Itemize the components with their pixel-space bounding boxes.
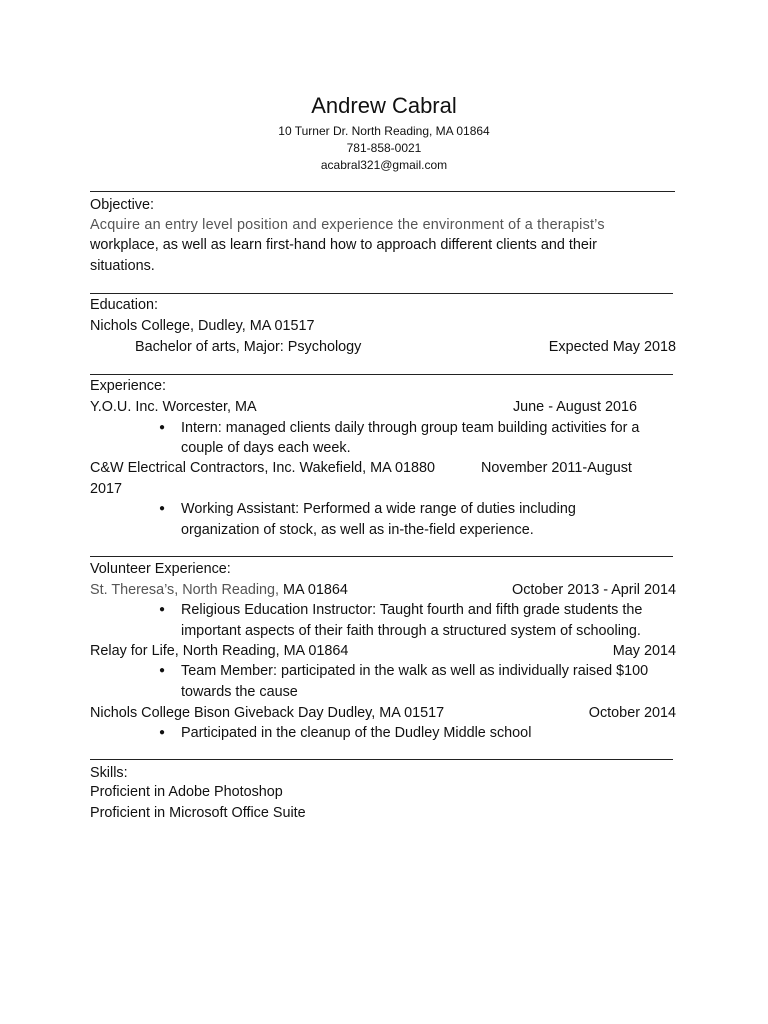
volunteer-3-title: Nichols College Bison Giveback Day Dudley, MA 01517 <box>90 705 445 721</box>
education-school: Nichols College, Dudley, MA 01517 <box>90 318 315 334</box>
skills-heading: Skills: <box>90 765 128 781</box>
volunteer-3-date: October 2014 <box>588 705 676 721</box>
divider-experience <box>90 374 673 375</box>
volunteer-2-title: Relay for Life, North Reading, MA 01864 <box>90 643 349 659</box>
volunteer-3-bullet-line-1: Participated in the cleanup of the Dudley Middle school <box>181 725 532 741</box>
job-1-title: Y.O.U. Inc. Worcester, MA <box>90 399 257 415</box>
job-2-bullet: ● <box>159 503 166 514</box>
objective-heading: Objective: <box>90 197 154 213</box>
volunteer-1-bullet: ● <box>159 604 166 615</box>
contact-address: 10 Turner Dr. North Reading, MA 01864 <box>278 124 490 138</box>
divider-objective <box>90 191 675 192</box>
job-1-bullet-line-1: Intern: managed clients daily through group team building activities for a <box>181 420 640 436</box>
education-degree: Bachelor of arts, Major: Psychology <box>135 339 362 355</box>
education-heading: Education: <box>90 297 159 313</box>
skills-item-2: Proficient in Microsoft Office Suite <box>90 805 306 821</box>
volunteer-1-bullet-line-1: Religious Education Instructor: Taught fourth and fifth grade students the <box>181 602 643 618</box>
contact-phone: 781-858-0021 <box>346 141 422 155</box>
volunteer-1-title <box>90 583 348 597</box>
skills-item-1: Proficient in Adobe Photoshop <box>90 784 283 800</box>
job-2-date: November 2011-August <box>481 460 632 476</box>
divider-volunteer <box>90 556 673 557</box>
experience-heading: Experience: <box>90 378 166 394</box>
job-2-bullet-line-1: Working Assistant: Performed a wide range of duties including <box>181 501 576 517</box>
job-1-bullet-line-2: couple of days each week. <box>181 440 351 456</box>
education-date: Expected May 2018 <box>548 339 676 355</box>
volunteer-2-bullet-line-1: Team Member: participated in the walk as well as individually raised $100 <box>181 663 649 679</box>
divider-education <box>90 293 673 294</box>
contact-email: acabral321@gmail.com <box>320 158 448 172</box>
objective-line-1: Acquire an entry level position and experience the environment of a therapist’s <box>90 217 605 233</box>
volunteer-heading: Volunteer Experience: <box>90 561 231 577</box>
objective-line-2: workplace, as well as learn first-hand how to approach different clients and their <box>90 237 597 253</box>
volunteer-1-title-rest: MA 01864 <box>279 582 348 598</box>
volunteer-2-bullet-line-2: towards the cause <box>181 684 298 700</box>
resume-name: Andrew Cabral <box>311 93 457 118</box>
job-1-bullet: ● <box>159 422 166 433</box>
divider-skills <box>90 759 673 760</box>
volunteer-3-bullet: ● <box>159 727 166 738</box>
objective-line-3: situations. <box>90 258 155 274</box>
volunteer-2-date: May 2014 <box>612 643 676 659</box>
job-1-date: June - August 2016 <box>512 399 637 415</box>
job-2-date-cont: 2017 <box>90 481 123 497</box>
volunteer-2-bullet: ● <box>159 665 166 676</box>
job-2-title: C&W Electrical Contractors, Inc. Wakefield, MA 01880 <box>90 460 435 476</box>
job-2-bullet-line-2: organization of stock, as well as in-the-field experience. <box>181 522 534 538</box>
volunteer-1-bullet-line-2: important aspects of their faith through a structured system of schooling. <box>181 623 641 639</box>
volunteer-1-date: October 2013 - April 2014 <box>512 582 676 598</box>
volunteer-1-title-grey: St. Theresa’s, North Reading, <box>90 582 280 598</box>
